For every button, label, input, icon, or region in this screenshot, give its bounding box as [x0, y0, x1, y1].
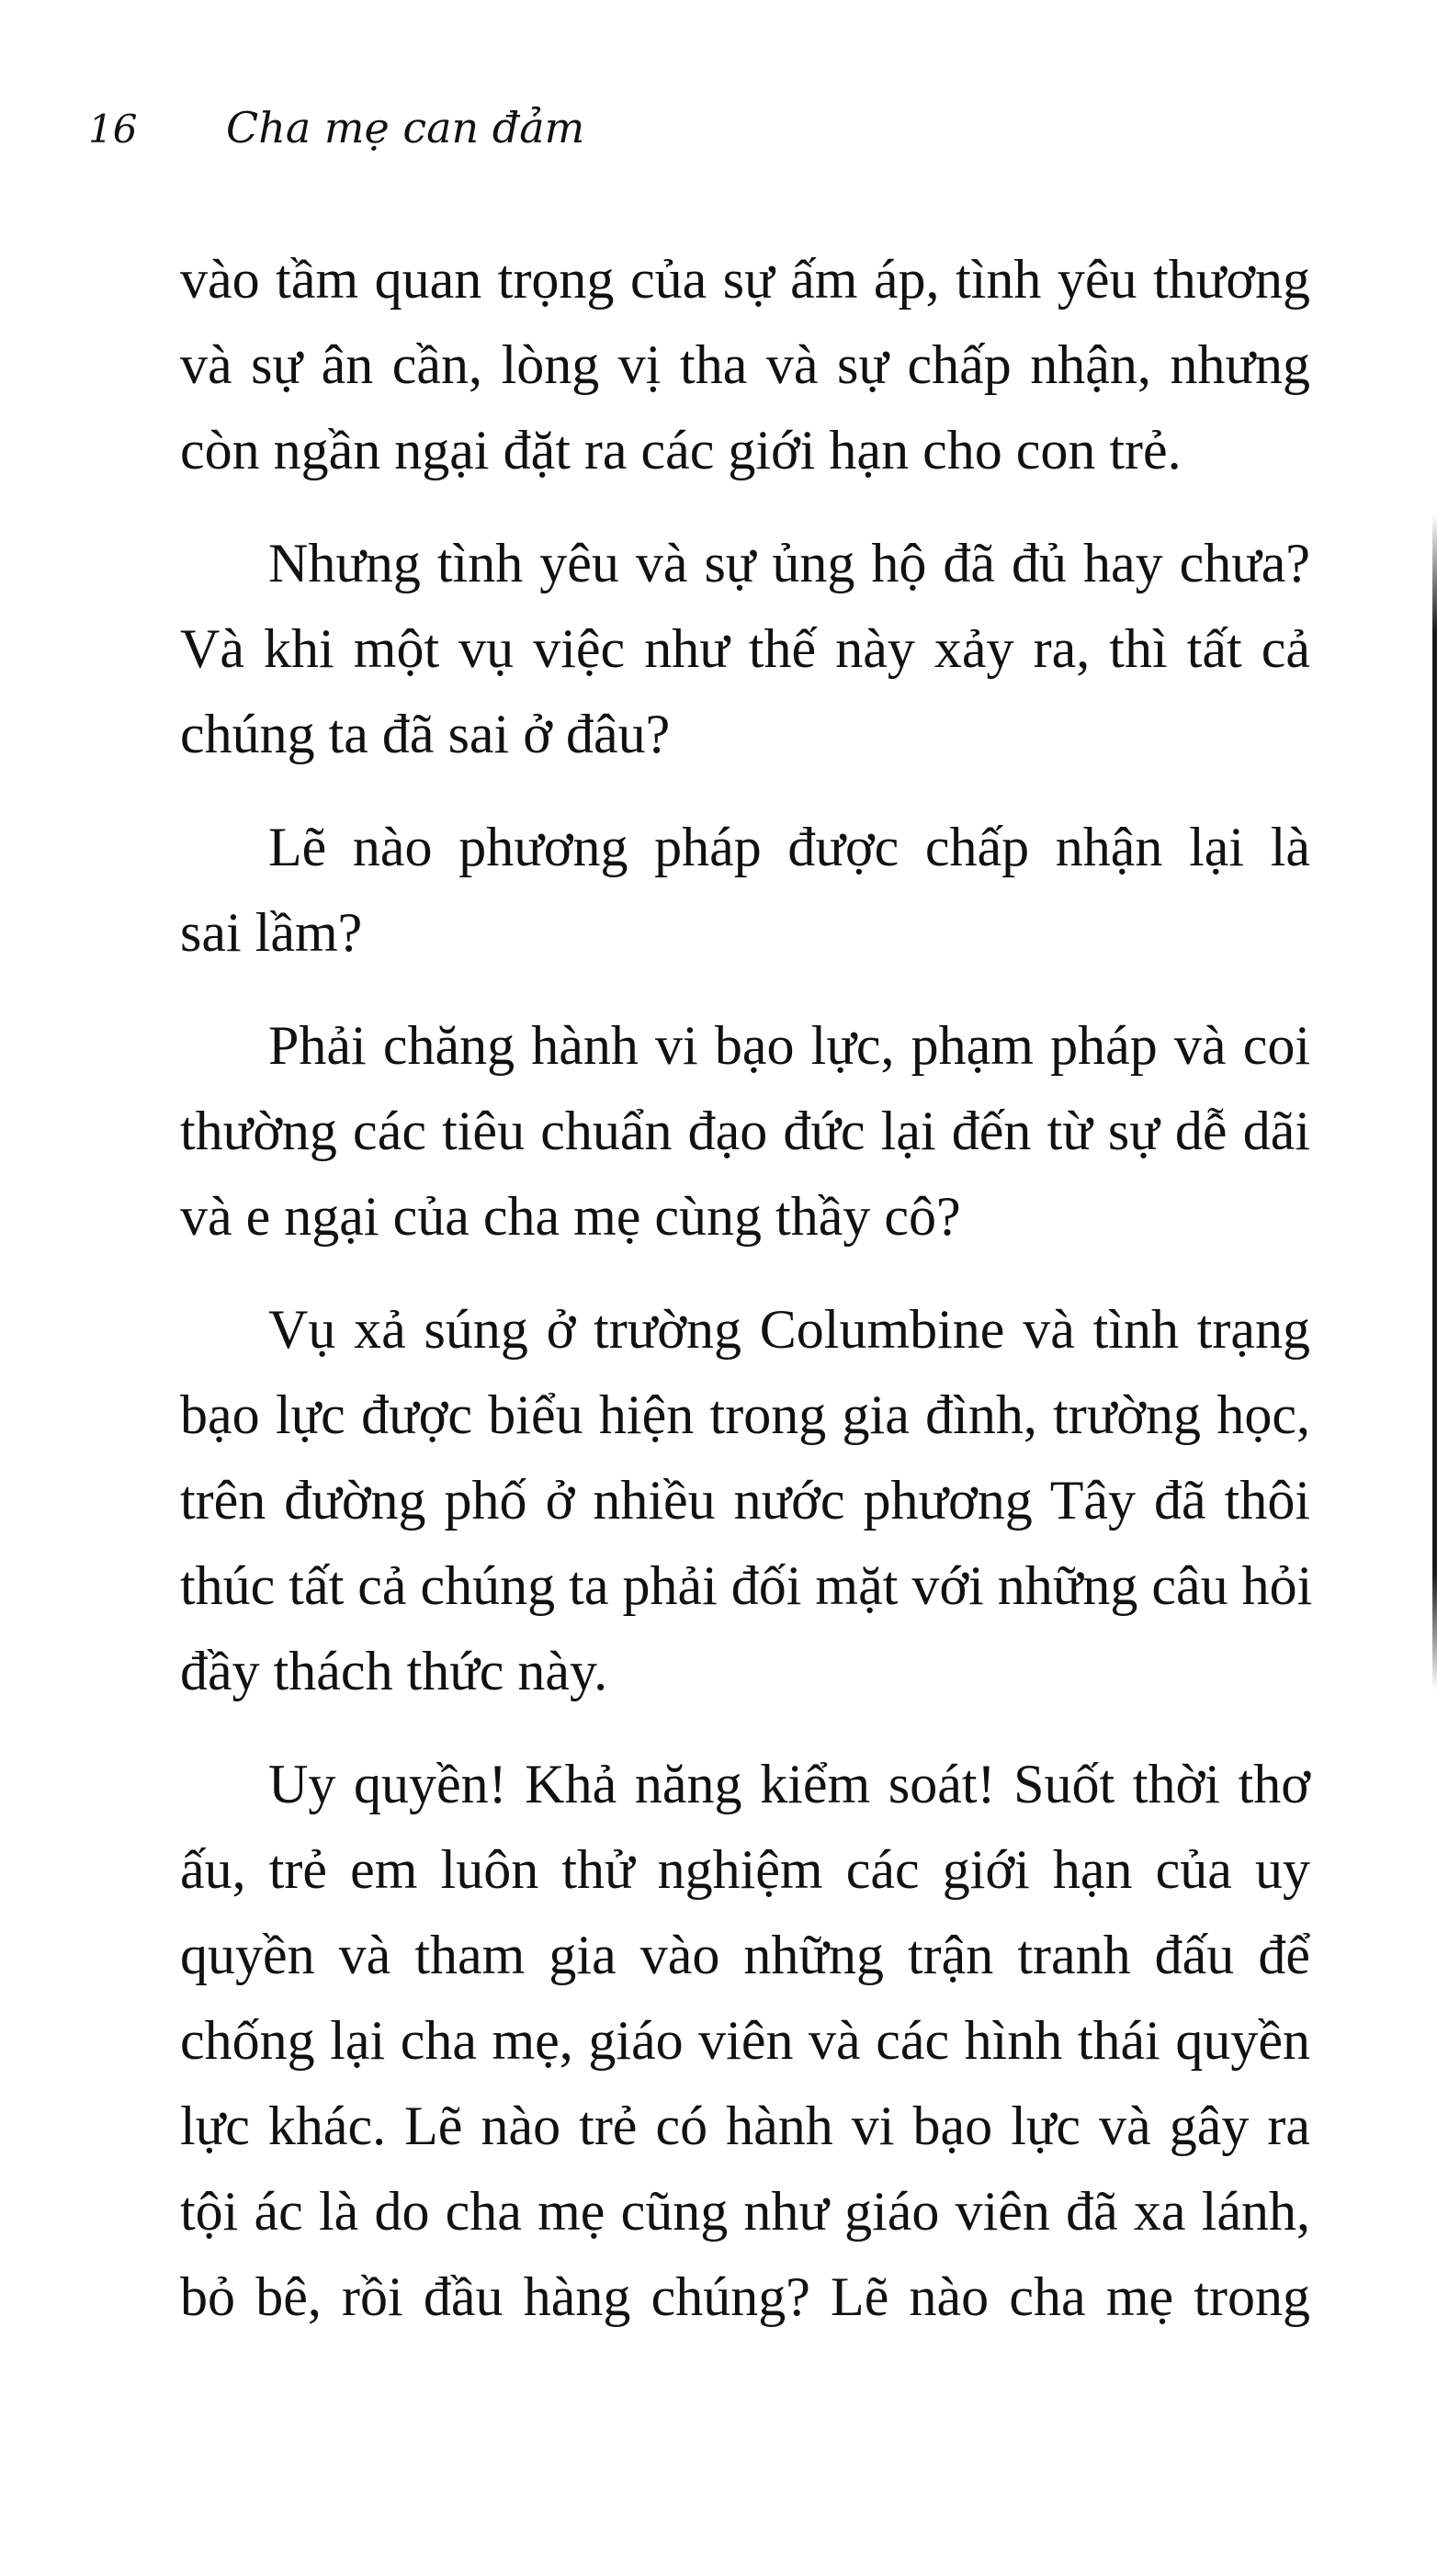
- paragraph-4: [180, 1003, 1310, 1260]
- page-edge-shadow: [1432, 514, 1437, 1690]
- text-line: vào tầm quan trọng của sự ấm áp, tình yêu thương: [180, 249, 1310, 310]
- paragraph-1: [180, 237, 1310, 493]
- text-line: và sự ân cần, lòng vị tha và sự chấp nhận, nhưng: [180, 334, 1310, 395]
- text-line: đầy thách thức này.: [180, 1641, 608, 1701]
- page-header: [88, 103, 584, 167]
- text-line: và e ngại của cha mẹ cùng thầy cô?: [180, 1186, 961, 1247]
- text-line: Uy quyền! Khả năng kiểm soát! Suốt thời thơ: [268, 1754, 1310, 1814]
- text-line: bạo lực được biểu hiện trong gia đình, trường học,: [180, 1384, 1310, 1445]
- text-line: Phải chăng hành vi bạo lực, phạm pháp và coi: [268, 1015, 1310, 1076]
- text-line: sai lầm?: [180, 902, 363, 963]
- text-line: thúc tất cả chúng ta phải đối mặt với những câu hỏi: [180, 1555, 1313, 1616]
- paragraph-2: [180, 521, 1310, 777]
- text-line: trên đường phố ở nhiều nước phương Tây đã thôi: [180, 1470, 1310, 1531]
- page-number: 16: [88, 107, 138, 152]
- text-line: ấu, trẻ em luôn thử nghiệm các giới hạn của uy: [180, 1839, 1310, 1900]
- text-line: Vụ xả súng ở trường Columbine và tình trạng: [268, 1299, 1310, 1360]
- text-line: Nhưng tình yêu và sự ủng hộ đã đủ hay chưa?: [268, 533, 1310, 593]
- text-line: chống lại cha mẹ, giáo viên và các hình thái quyền: [180, 2010, 1310, 2071]
- text-line: Và khi một vụ việc như thế này xảy ra, thì tất cả: [180, 618, 1310, 679]
- text-line: quyền và tham gia vào những trận tranh đấu để: [180, 1925, 1310, 1985]
- running-title: Cha mẹ can đảm: [226, 103, 585, 153]
- body-text: [180, 237, 1313, 2340]
- paragraph-3: [180, 805, 1310, 976]
- text-line: thường các tiêu chuẩn đạo đức lại đến từ sự dễ dãi: [180, 1101, 1310, 1161]
- text-line: chúng ta đã sai ở đâu?: [180, 704, 671, 764]
- text-line: bỏ bê, rồi đầu hàng chúng? Lẽ nào cha mẹ trong: [180, 2266, 1310, 2327]
- text-line: còn ngần ngại đặt ra các giới hạn cho con trẻ.: [180, 420, 1182, 480]
- text-line: lực khác. Lẽ nào trẻ có hành vi bạo lực và gây ra: [180, 2096, 1310, 2156]
- paragraph-5: [180, 1287, 1313, 1714]
- text-line: Lẽ nào phương pháp được chấp nhận lại là: [268, 817, 1310, 877]
- paragraph-6: [180, 1742, 1310, 2340]
- text-line: tội ác là do cha mẹ cũng như giáo viên đã xa lánh,: [180, 2181, 1310, 2242]
